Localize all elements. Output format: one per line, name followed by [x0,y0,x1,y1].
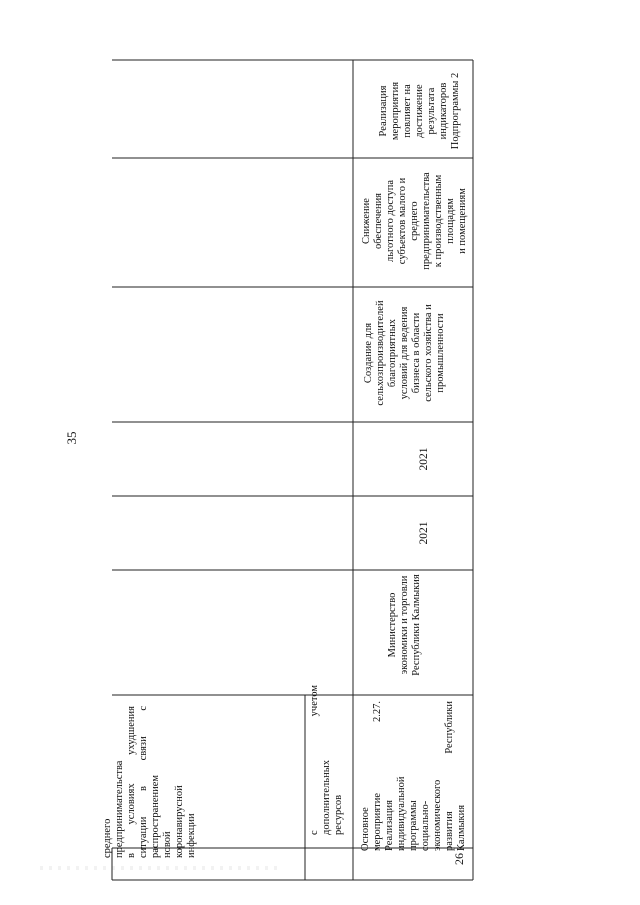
event-description: Основное мероприятие 2.27. Реализация индивидуальной программы социально- экономического развития Республики Калмыкия [360,701,467,851]
scan-noise [40,866,280,870]
executor: Министерство экономики и торговли Республики Калмыкия [387,574,422,676]
start-year: 2021 [418,521,430,545]
continuation-description: среднего предпринимательства в условиях ухудшения ситуации в связи с распространением новой коронавирусной инфекции [102,706,197,858]
resources-description: с учетом дополнительных ресурсов [309,685,344,835]
indicator-link: Реализация мероприятия повлияет на достижение результата индикаторов Подпрограммы 2 [378,72,461,150]
end-year: 2021 [418,447,430,471]
page-number: 35 [64,431,79,445]
row-number: 26 [452,853,466,865]
expected-result: Создание для сельхозпроизводителей благоприятных условий для ведения бизнеса в области сельского хозяйства и промышленности [363,300,446,406]
consequences: Снижение обеспечения льготного доступа субъектов малого и среднего предпринимательства к производственным площадям и помещениям [361,172,468,270]
